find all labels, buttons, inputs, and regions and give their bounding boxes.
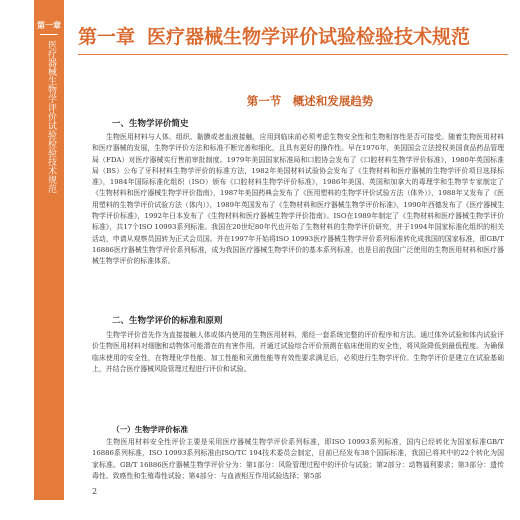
section-heading: 第一节 概述和发展趋势 xyxy=(246,94,374,108)
chapter-title: 医疗器械生物学评价试验检验技术规范 xyxy=(147,26,471,48)
subsection-heading-standards: 二、生物学评价的标准和原则 xyxy=(112,316,223,326)
chapter-rule xyxy=(78,54,508,55)
paragraph-standards: 生物学评价首先作为直接接触人体或体内使用的生物医用材料，需经一套系统完整的评价程序和方法。通过体外试验和体内试验评价生物医用材料对细胞和动物体可能潜在的有害作用，并通过试验综合评价预测在临床使用的安全性，将风险降低到最低程度。为确保临床使用的安全性，在物理化学性能、加工性能和灭菌性能等有效性要求满足后，必须进行生物学评价。生物学评价是建立在试验基础上，并结合医疗器械风险管理过程进行评价和试验。 xyxy=(92,331,504,373)
side-divider xyxy=(40,34,58,35)
subsubsection-heading: （一）生物学评价标准 xyxy=(112,425,188,434)
paragraph-history: 生物医用材料与人体、组织、黏膜或者血液接触，应用到临床前必须考虑生物安全性和生物相容性是否可接受。随着生物医用材料和医疗器械的发展，生物学评价方法和标准不断完善和细化，且具有更好的操作性。早在1976年，美国国会立法授权美国食品药品管理局（FDA）对医疗器械实行售前审批制度。1979年美国国家标准局和口腔协会发布了《口腔材料生物学评价标准》，1980年英国标准局（BS）公布了牙科材料生物学评价的标准方法，1982年美国材料试验协会发布了《生物材料和医疗器械的生物学评价项目选择标准》，1984年国际标准化组织（ISO）颁布《口腔材料生物学评价标准》，1986年美国、英国和加拿大的毒理学和生物学专家制定了《生物材料和医疗器械生物学评价指南》，1987年美国药典会发布了《医用塑料的生物学评价试验方法（体外）》，1988年又发布了《医用塑料的生物学评价试验方法（体内）》，1989年英国发布了《生物材料和医疗器械生物学评价标准》，1990年西德发布了《医疗器械生物学评价标准》，1992年日本发布了《生物材料和医疗器械生物学评价指南》。ISO在1989年制定了《生物材料和医疗器械生物学评价标准》，共17个ISO 10993系列标准。我国在20世纪80年代也开始了生物材料的生物学评价研究，并于1994年国家标准化组织的相关活动，申请从观察员国转为正式会员国。并在1997年开始将ISO 10993医疗器械生物学评价系列标准转化成我国的国家标准，即GB/T 16886医疗器械生物学评价系列标准，成为我国医疗器械生物学评价的基本系列标准，也是目前我国广泛使用的生物医用材料和医疗器械生物学评价的标准体系。 xyxy=(92,133,504,266)
chapter-number: 第一章 xyxy=(78,26,136,48)
page-number: 2 xyxy=(92,487,98,496)
side-chapter-label: 第一章 xyxy=(37,21,61,30)
side-running-title: 医疗器械生物学评价试验检验技术规范 xyxy=(46,40,56,193)
chapter-heading xyxy=(78,22,498,49)
subsection-heading-history: 一、生物学评价简史 xyxy=(112,119,189,129)
paragraph-evaluation-standards: 生物医用材料安全性评价主要是采用医疗器械生物学评价系列标准，即ISO 10993系列标准，国内已经转化为国家标准GB/T 16886系列标准，ISO 10993系列标准由ISO/TC 194技术委员会制定，目前已经发布38个国际标准，我国已将其中的22个转化为国家标准。GB/T 16886医疗器械生物学评价分为：第1部分：风险管理过程中的评价与试验；第2部分：动物福利要求；第3部分：遗传毒性、致癌性和生殖毒性试验；第4部分：与血液相互作用试验选择；第5部 xyxy=(92,438,504,480)
